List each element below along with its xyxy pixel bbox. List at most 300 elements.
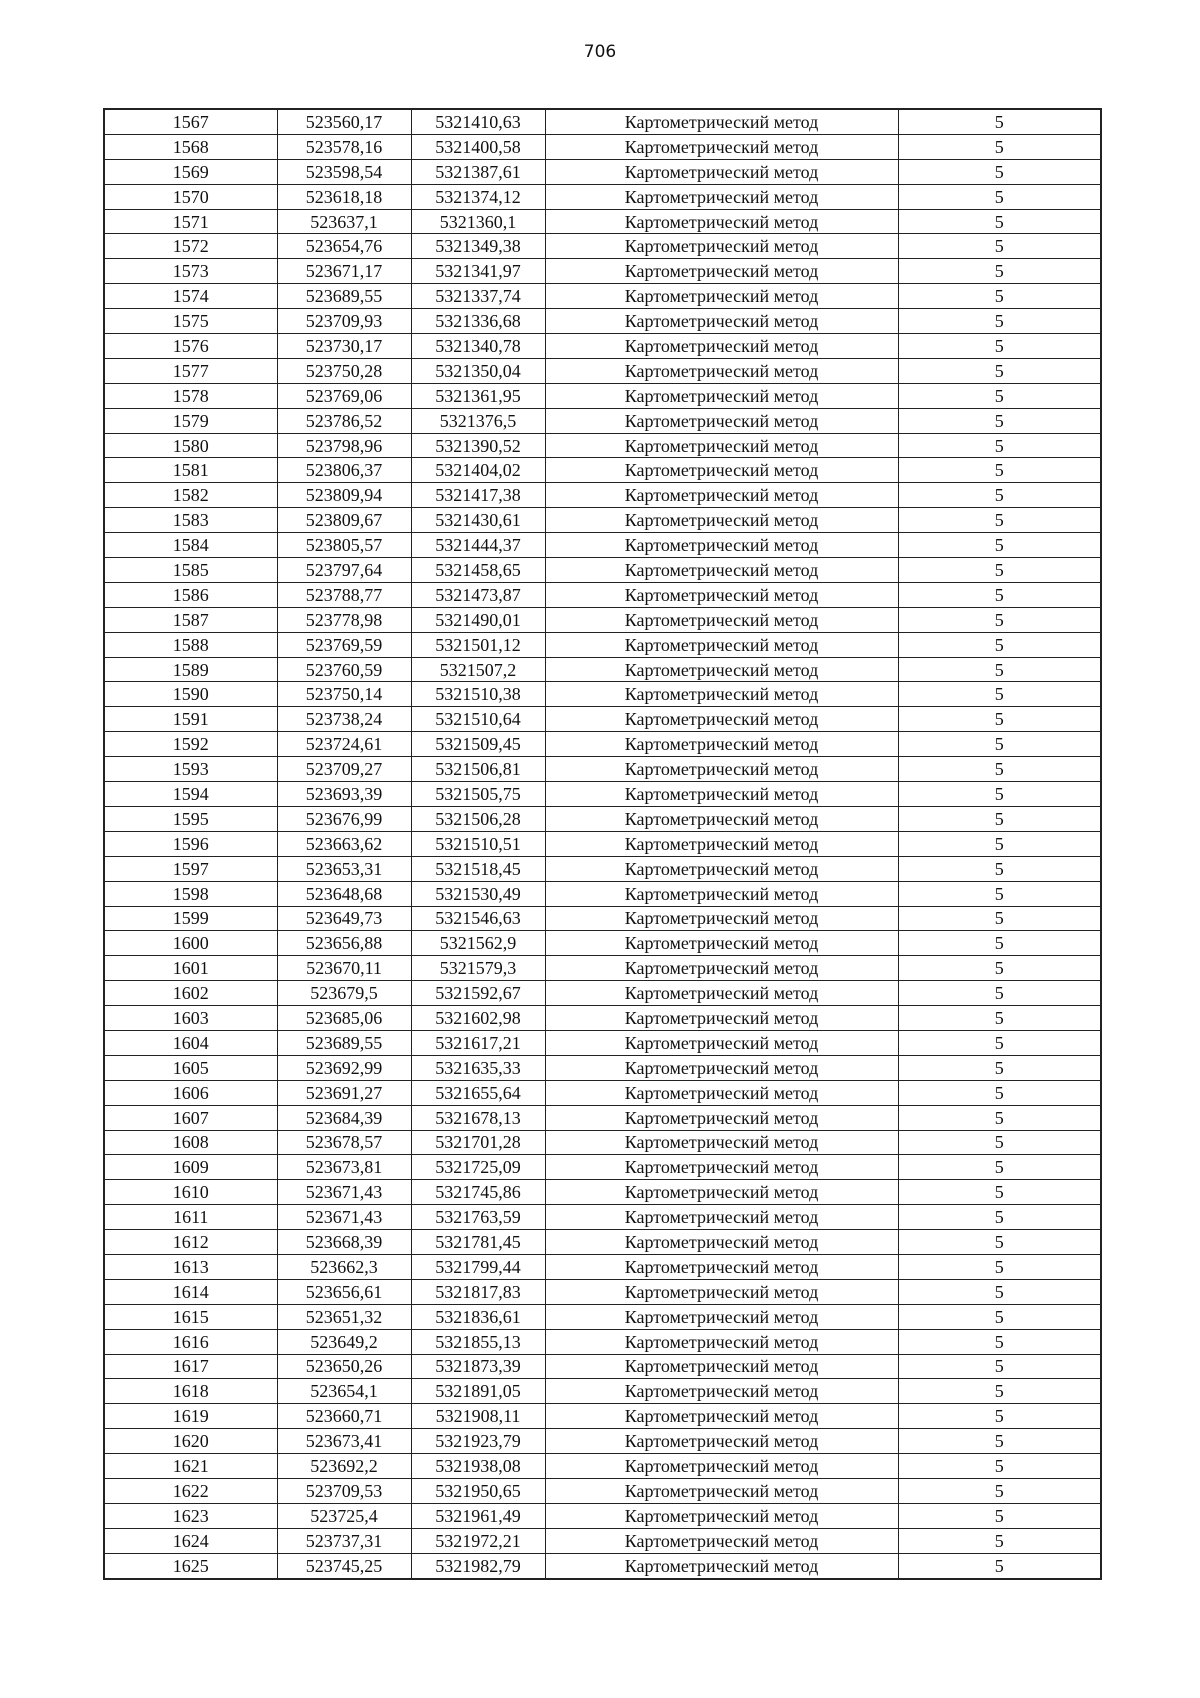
method-cell: Картометрический метод [545, 1329, 898, 1354]
y-coordinate-cell: 5321490,01 [411, 607, 545, 632]
x-coordinate-cell: 523650,26 [277, 1354, 411, 1379]
y-coordinate-cell: 5321473,87 [411, 582, 545, 607]
accuracy-cell: 5 [898, 732, 1101, 757]
accuracy-cell: 5 [898, 1230, 1101, 1255]
x-coordinate-cell: 523656,61 [277, 1279, 411, 1304]
point-number-cell: 1589 [104, 657, 277, 682]
accuracy-cell: 5 [898, 1354, 1101, 1379]
point-number-cell: 1573 [104, 259, 277, 284]
method-cell: Картометрический метод [545, 582, 898, 607]
table-row [104, 1454, 1101, 1479]
table-row [104, 1528, 1101, 1553]
accuracy-cell: 5 [898, 408, 1101, 433]
table-row [104, 259, 1101, 284]
table-row [104, 1329, 1101, 1354]
accuracy-cell: 5 [898, 632, 1101, 657]
accuracy-cell: 5 [898, 383, 1101, 408]
y-coordinate-cell: 5321617,21 [411, 1030, 545, 1055]
point-number-cell: 1585 [104, 558, 277, 583]
table-row [104, 707, 1101, 732]
table-row [104, 1304, 1101, 1329]
y-coordinate-cell: 5321510,38 [411, 682, 545, 707]
method-cell: Картометрический метод [545, 433, 898, 458]
accuracy-cell: 5 [898, 533, 1101, 558]
accuracy-cell: 5 [898, 1080, 1101, 1105]
x-coordinate-cell: 523648,68 [277, 881, 411, 906]
table-row [104, 1254, 1101, 1279]
table-row [104, 134, 1101, 159]
y-coordinate-cell: 5321376,5 [411, 408, 545, 433]
x-coordinate-cell: 523745,25 [277, 1553, 411, 1578]
point-number-cell: 1577 [104, 358, 277, 383]
y-coordinate-cell: 5321725,09 [411, 1155, 545, 1180]
accuracy-cell: 5 [898, 1205, 1101, 1230]
point-number-cell: 1574 [104, 284, 277, 309]
y-coordinate-cell: 5321360,1 [411, 209, 545, 234]
y-coordinate-cell: 5321337,74 [411, 284, 545, 309]
y-coordinate-cell: 5321506,28 [411, 806, 545, 831]
accuracy-cell: 5 [898, 184, 1101, 209]
accuracy-cell: 5 [898, 657, 1101, 682]
x-coordinate-cell: 523649,2 [277, 1329, 411, 1354]
accuracy-cell: 5 [898, 956, 1101, 981]
accuracy-cell: 5 [898, 831, 1101, 856]
y-coordinate-cell: 5321592,67 [411, 981, 545, 1006]
x-coordinate-cell: 523671,43 [277, 1205, 411, 1230]
method-cell: Картометрический метод [545, 383, 898, 408]
accuracy-cell: 5 [898, 209, 1101, 234]
accuracy-cell: 5 [898, 757, 1101, 782]
table-row [104, 159, 1101, 184]
accuracy-cell: 5 [898, 981, 1101, 1006]
method-cell: Картометрический метод [545, 508, 898, 533]
accuracy-cell: 5 [898, 607, 1101, 632]
table-row [104, 383, 1101, 408]
x-coordinate-cell: 523689,55 [277, 284, 411, 309]
y-coordinate-cell: 5321361,95 [411, 383, 545, 408]
table-row [104, 433, 1101, 458]
method-cell: Картометрический метод [545, 1080, 898, 1105]
point-number-cell: 1594 [104, 782, 277, 807]
accuracy-cell: 5 [898, 1379, 1101, 1404]
y-coordinate-cell: 5321799,44 [411, 1254, 545, 1279]
x-coordinate-cell: 523737,31 [277, 1528, 411, 1553]
y-coordinate-cell: 5321510,64 [411, 707, 545, 732]
table-row [104, 607, 1101, 632]
x-coordinate-cell: 523673,81 [277, 1155, 411, 1180]
x-coordinate-cell: 523805,57 [277, 533, 411, 558]
method-cell: Картометрический метод [545, 1230, 898, 1255]
x-coordinate-cell: 523730,17 [277, 334, 411, 359]
accuracy-cell: 5 [898, 234, 1101, 259]
accuracy-cell: 5 [898, 1429, 1101, 1454]
point-number-cell: 1621 [104, 1454, 277, 1479]
table-row [104, 782, 1101, 807]
accuracy-cell: 5 [898, 508, 1101, 533]
table-row [104, 1155, 1101, 1180]
x-coordinate-cell: 523724,61 [277, 732, 411, 757]
method-cell: Картометрический метод [545, 284, 898, 309]
table-row [104, 1230, 1101, 1255]
accuracy-cell: 5 [898, 806, 1101, 831]
x-coordinate-cell: 523750,14 [277, 682, 411, 707]
point-number-cell: 1607 [104, 1105, 277, 1130]
accuracy-cell: 5 [898, 1130, 1101, 1155]
method-cell: Картометрический метод [545, 856, 898, 881]
table-body [104, 109, 1101, 1579]
x-coordinate-cell: 523676,99 [277, 806, 411, 831]
table-row [104, 1429, 1101, 1454]
y-coordinate-cell: 5321404,02 [411, 458, 545, 483]
y-coordinate-cell: 5321510,51 [411, 831, 545, 856]
y-coordinate-cell: 5321340,78 [411, 334, 545, 359]
accuracy-cell: 5 [898, 906, 1101, 931]
accuracy-cell: 5 [898, 433, 1101, 458]
method-cell: Картометрический метод [545, 483, 898, 508]
method-cell: Картометрический метод [545, 1030, 898, 1055]
table-row [104, 582, 1101, 607]
x-coordinate-cell: 523668,39 [277, 1230, 411, 1255]
x-coordinate-cell: 523678,57 [277, 1130, 411, 1155]
method-cell: Картометрический метод [545, 109, 898, 134]
table-row [104, 956, 1101, 981]
point-number-cell: 1572 [104, 234, 277, 259]
table-row [104, 533, 1101, 558]
x-coordinate-cell: 523798,96 [277, 433, 411, 458]
x-coordinate-cell: 523693,39 [277, 782, 411, 807]
point-number-cell: 1591 [104, 707, 277, 732]
table-row [104, 558, 1101, 583]
point-number-cell: 1624 [104, 1528, 277, 1553]
x-coordinate-cell: 523598,54 [277, 159, 411, 184]
point-number-cell: 1570 [104, 184, 277, 209]
x-coordinate-cell: 523809,94 [277, 483, 411, 508]
x-coordinate-cell: 523662,3 [277, 1254, 411, 1279]
point-number-cell: 1619 [104, 1404, 277, 1429]
x-coordinate-cell: 523760,59 [277, 657, 411, 682]
method-cell: Картометрический метод [545, 1180, 898, 1205]
x-coordinate-cell: 523806,37 [277, 458, 411, 483]
method-cell: Картометрический метод [545, 234, 898, 259]
x-coordinate-cell: 523660,71 [277, 1404, 411, 1429]
y-coordinate-cell: 5321678,13 [411, 1105, 545, 1130]
point-number-cell: 1617 [104, 1354, 277, 1379]
x-coordinate-cell: 523769,06 [277, 383, 411, 408]
table-row [104, 732, 1101, 757]
accuracy-cell: 5 [898, 1055, 1101, 1080]
table-row [104, 508, 1101, 533]
x-coordinate-cell: 523709,53 [277, 1478, 411, 1503]
method-cell: Картометрический метод [545, 1055, 898, 1080]
accuracy-cell: 5 [898, 1279, 1101, 1304]
method-cell: Картометрический метод [545, 906, 898, 931]
x-coordinate-cell: 523725,4 [277, 1503, 411, 1528]
y-coordinate-cell: 5321923,79 [411, 1429, 545, 1454]
point-number-cell: 1609 [104, 1155, 277, 1180]
x-coordinate-cell: 523656,88 [277, 931, 411, 956]
table-row [104, 1379, 1101, 1404]
point-number-cell: 1600 [104, 931, 277, 956]
method-cell: Картометрический метод [545, 1404, 898, 1429]
y-coordinate-cell: 5321950,65 [411, 1478, 545, 1503]
x-coordinate-cell: 523786,52 [277, 408, 411, 433]
accuracy-cell: 5 [898, 682, 1101, 707]
table-row [104, 931, 1101, 956]
y-coordinate-cell: 5321390,52 [411, 433, 545, 458]
method-cell: Картометрический метод [545, 881, 898, 906]
point-number-cell: 1610 [104, 1180, 277, 1205]
table-row [104, 1006, 1101, 1031]
y-coordinate-cell: 5321836,61 [411, 1304, 545, 1329]
table-row [104, 334, 1101, 359]
table-row [104, 284, 1101, 309]
method-cell: Картометрический метод [545, 831, 898, 856]
accuracy-cell: 5 [898, 558, 1101, 583]
table-row [104, 881, 1101, 906]
point-number-cell: 1587 [104, 607, 277, 632]
x-coordinate-cell: 523738,24 [277, 707, 411, 732]
point-number-cell: 1588 [104, 632, 277, 657]
accuracy-cell: 5 [898, 259, 1101, 284]
table-row [104, 906, 1101, 931]
x-coordinate-cell: 523709,93 [277, 309, 411, 334]
point-number-cell: 1581 [104, 458, 277, 483]
y-coordinate-cell: 5321349,38 [411, 234, 545, 259]
method-cell: Картометрический метод [545, 707, 898, 732]
y-coordinate-cell: 5321908,11 [411, 1404, 545, 1429]
method-cell: Картометрический метод [545, 558, 898, 583]
x-coordinate-cell: 523809,67 [277, 508, 411, 533]
method-cell: Картометрический метод [545, 1205, 898, 1230]
y-coordinate-cell: 5321546,63 [411, 906, 545, 931]
x-coordinate-cell: 523689,55 [277, 1030, 411, 1055]
method-cell: Картометрический метод [545, 259, 898, 284]
accuracy-cell: 5 [898, 284, 1101, 309]
y-coordinate-cell: 5321817,83 [411, 1279, 545, 1304]
accuracy-cell: 5 [898, 1404, 1101, 1429]
x-coordinate-cell: 523671,17 [277, 259, 411, 284]
point-number-cell: 1596 [104, 831, 277, 856]
point-number-cell: 1601 [104, 956, 277, 981]
x-coordinate-cell: 523649,73 [277, 906, 411, 931]
point-number-cell: 1575 [104, 309, 277, 334]
x-coordinate-cell: 523671,43 [277, 1180, 411, 1205]
accuracy-cell: 5 [898, 1105, 1101, 1130]
y-coordinate-cell: 5321505,75 [411, 782, 545, 807]
y-coordinate-cell: 5321745,86 [411, 1180, 545, 1205]
table-row [104, 458, 1101, 483]
point-number-cell: 1608 [104, 1130, 277, 1155]
accuracy-cell: 5 [898, 707, 1101, 732]
table-row [104, 358, 1101, 383]
point-number-cell: 1613 [104, 1254, 277, 1279]
x-coordinate-cell: 523653,31 [277, 856, 411, 881]
point-number-cell: 1614 [104, 1279, 277, 1304]
table-row [104, 1205, 1101, 1230]
method-cell: Картометрический метод [545, 732, 898, 757]
accuracy-cell: 5 [898, 1030, 1101, 1055]
point-number-cell: 1582 [104, 483, 277, 508]
y-coordinate-cell: 5321509,45 [411, 732, 545, 757]
point-number-cell: 1576 [104, 334, 277, 359]
point-number-cell: 1620 [104, 1429, 277, 1454]
x-coordinate-cell: 523684,39 [277, 1105, 411, 1130]
point-number-cell: 1593 [104, 757, 277, 782]
table-row [104, 209, 1101, 234]
x-coordinate-cell: 523654,76 [277, 234, 411, 259]
table-row [104, 757, 1101, 782]
accuracy-cell: 5 [898, 334, 1101, 359]
method-cell: Картометрический метод [545, 184, 898, 209]
y-coordinate-cell: 5321763,59 [411, 1205, 545, 1230]
table-row [104, 1503, 1101, 1528]
point-number-cell: 1580 [104, 433, 277, 458]
y-coordinate-cell: 5321982,79 [411, 1553, 545, 1578]
y-coordinate-cell: 5321579,3 [411, 956, 545, 981]
point-number-cell: 1586 [104, 582, 277, 607]
method-cell: Картометрический метод [545, 632, 898, 657]
x-coordinate-cell: 523778,98 [277, 607, 411, 632]
y-coordinate-cell: 5321701,28 [411, 1130, 545, 1155]
x-coordinate-cell: 523709,27 [277, 757, 411, 782]
accuracy-cell: 5 [898, 159, 1101, 184]
table-row [104, 806, 1101, 831]
method-cell: Картометрический метод [545, 1155, 898, 1180]
point-number-cell: 1611 [104, 1205, 277, 1230]
table-row [104, 1279, 1101, 1304]
table-row [104, 234, 1101, 259]
method-cell: Картометрический метод [545, 956, 898, 981]
method-cell: Картометрический метод [545, 334, 898, 359]
method-cell: Картометрический метод [545, 1130, 898, 1155]
x-coordinate-cell: 523560,17 [277, 109, 411, 134]
x-coordinate-cell: 523654,1 [277, 1379, 411, 1404]
point-number-cell: 1616 [104, 1329, 277, 1354]
y-coordinate-cell: 5321530,49 [411, 881, 545, 906]
accuracy-cell: 5 [898, 1528, 1101, 1553]
accuracy-cell: 5 [898, 358, 1101, 383]
point-number-cell: 1579 [104, 408, 277, 433]
method-cell: Картометрический метод [545, 607, 898, 632]
table-row [104, 109, 1101, 134]
table-row [104, 1030, 1101, 1055]
method-cell: Картометрический метод [545, 1454, 898, 1479]
method-cell: Картометрический метод [545, 458, 898, 483]
accuracy-cell: 5 [898, 1553, 1101, 1578]
y-coordinate-cell: 5321341,97 [411, 259, 545, 284]
accuracy-cell: 5 [898, 1478, 1101, 1503]
point-number-cell: 1599 [104, 906, 277, 931]
point-number-cell: 1598 [104, 881, 277, 906]
method-cell: Картометрический метод [545, 1478, 898, 1503]
y-coordinate-cell: 5321855,13 [411, 1329, 545, 1354]
method-cell: Картометрический метод [545, 1553, 898, 1578]
y-coordinate-cell: 5321430,61 [411, 508, 545, 533]
accuracy-cell: 5 [898, 782, 1101, 807]
y-coordinate-cell: 5321506,81 [411, 757, 545, 782]
accuracy-cell: 5 [898, 134, 1101, 159]
x-coordinate-cell: 523685,06 [277, 1006, 411, 1031]
y-coordinate-cell: 5321562,9 [411, 931, 545, 956]
y-coordinate-cell: 5321350,04 [411, 358, 545, 383]
accuracy-cell: 5 [898, 1180, 1101, 1205]
x-coordinate-cell: 523769,59 [277, 632, 411, 657]
method-cell: Картометрический метод [545, 1254, 898, 1279]
table-row [104, 682, 1101, 707]
point-number-cell: 1615 [104, 1304, 277, 1329]
y-coordinate-cell: 5321410,63 [411, 109, 545, 134]
y-coordinate-cell: 5321961,49 [411, 1503, 545, 1528]
accuracy-cell: 5 [898, 309, 1101, 334]
point-number-cell: 1623 [104, 1503, 277, 1528]
x-coordinate-cell: 523692,2 [277, 1454, 411, 1479]
y-coordinate-cell: 5321374,12 [411, 184, 545, 209]
method-cell: Картометрический метод [545, 1304, 898, 1329]
table-row [104, 1553, 1101, 1578]
table-row [104, 657, 1101, 682]
x-coordinate-cell: 523788,77 [277, 582, 411, 607]
table-row [104, 483, 1101, 508]
accuracy-cell: 5 [898, 881, 1101, 906]
x-coordinate-cell: 523750,28 [277, 358, 411, 383]
x-coordinate-cell: 523637,1 [277, 209, 411, 234]
method-cell: Картометрический метод [545, 757, 898, 782]
method-cell: Картометрический метод [545, 1503, 898, 1528]
point-number-cell: 1618 [104, 1379, 277, 1404]
accuracy-cell: 5 [898, 1254, 1101, 1279]
x-coordinate-cell: 523691,27 [277, 1080, 411, 1105]
point-number-cell: 1578 [104, 383, 277, 408]
y-coordinate-cell: 5321336,68 [411, 309, 545, 334]
method-cell: Картометрический метод [545, 533, 898, 558]
y-coordinate-cell: 5321507,2 [411, 657, 545, 682]
coordinates-table [103, 108, 1102, 1580]
accuracy-cell: 5 [898, 1503, 1101, 1528]
method-cell: Картометрический метод [545, 1528, 898, 1553]
method-cell: Картометрический метод [545, 1379, 898, 1404]
table-row [104, 1354, 1101, 1379]
accuracy-cell: 5 [898, 1304, 1101, 1329]
method-cell: Картометрический метод [545, 159, 898, 184]
table-row [104, 856, 1101, 881]
point-number-cell: 1622 [104, 1478, 277, 1503]
point-number-cell: 1625 [104, 1553, 277, 1578]
accuracy-cell: 5 [898, 109, 1101, 134]
accuracy-cell: 5 [898, 1329, 1101, 1354]
method-cell: Картометрический метод [545, 806, 898, 831]
table-row [104, 981, 1101, 1006]
table-row [104, 831, 1101, 856]
table-row [104, 1180, 1101, 1205]
y-coordinate-cell: 5321458,65 [411, 558, 545, 583]
method-cell: Картометрический метод [545, 1279, 898, 1304]
point-number-cell: 1612 [104, 1230, 277, 1255]
point-number-cell: 1584 [104, 533, 277, 558]
accuracy-cell: 5 [898, 483, 1101, 508]
accuracy-cell: 5 [898, 1155, 1101, 1180]
accuracy-cell: 5 [898, 1006, 1101, 1031]
method-cell: Картометрический метод [545, 657, 898, 682]
accuracy-cell: 5 [898, 856, 1101, 881]
y-coordinate-cell: 5321444,37 [411, 533, 545, 558]
y-coordinate-cell: 5321873,39 [411, 1354, 545, 1379]
table-row [104, 1105, 1101, 1130]
point-number-cell: 1603 [104, 1006, 277, 1031]
y-coordinate-cell: 5321518,45 [411, 856, 545, 881]
y-coordinate-cell: 5321781,45 [411, 1230, 545, 1255]
method-cell: Картометрический метод [545, 1006, 898, 1031]
y-coordinate-cell: 5321602,98 [411, 1006, 545, 1031]
